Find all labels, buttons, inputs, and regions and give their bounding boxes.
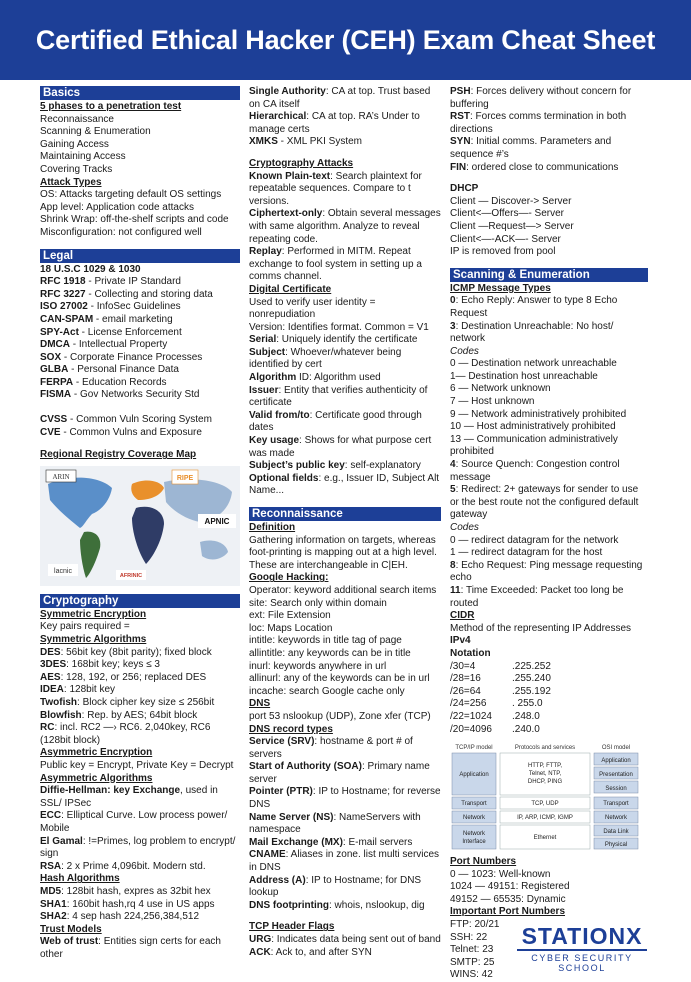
icmp-code-item: 9 — Network administratively prohibited bbox=[450, 409, 648, 422]
registry-map bbox=[40, 466, 240, 586]
attack-type-item: Misconfiguration: not configured well bbox=[40, 227, 240, 240]
port-range-item: 49152 — 65535: Dynamic bbox=[450, 894, 648, 907]
google-operator-item: allintitle: any keywords can be in title bbox=[249, 648, 441, 661]
tcp-flags-title: TCP Header Flags bbox=[249, 921, 441, 934]
notation-row: /30=4 .225.252 bbox=[450, 661, 648, 674]
cert-title: Digital Certificate bbox=[249, 284, 441, 297]
icmp-code-item: 1— Destination host unreachable bbox=[450, 371, 648, 384]
osi-transport: Transport bbox=[603, 801, 629, 807]
port-range-item: 1024 — 49151: Registered bbox=[450, 881, 648, 894]
symmetric-alg-list bbox=[40, 647, 240, 748]
attack-type-item: Shrink Wrap: off-the-shelf scripts and code bbox=[40, 214, 240, 227]
icmp-code-item: 13 — Communication administratively prohibited bbox=[450, 434, 648, 459]
definition-title: Definition bbox=[249, 522, 441, 535]
attack-type-item: App level: Application code attacks bbox=[40, 202, 240, 215]
icmp-type-4: 4: Source Quench: Congestion control message bbox=[450, 459, 648, 484]
phases-list bbox=[40, 114, 240, 177]
dhcp-step: Client —Request—> Server bbox=[450, 221, 648, 234]
legal-item: ISO 27002 - InfoSec Guidelines bbox=[40, 301, 240, 314]
icmp-type-5: 5: Redirect: 2+ gateways for sender to use or the best route not the configured default gateway bbox=[450, 484, 648, 522]
tcp-application: Application bbox=[459, 772, 488, 778]
icmp-type-11: 11: Time Exceeded: Packet too long be routed bbox=[450, 585, 648, 610]
codes-label-5: Codes bbox=[450, 522, 648, 535]
icmp-title: ICMP Message Types bbox=[450, 283, 648, 296]
icmp-code-item: 10 — Host administratively prohibited bbox=[450, 421, 648, 434]
phase-item: Maintaining Access bbox=[40, 151, 240, 164]
symmetric-alg-item: Blowfish: Rep. by AES; 64bit block bbox=[40, 710, 240, 723]
notation-row: /28=16 .255.240 bbox=[450, 673, 648, 686]
asymmetric-alg-list bbox=[40, 785, 240, 873]
icmp-type-0: 0: Echo Reply: Answer to type 8 Echo Request bbox=[450, 295, 648, 320]
legal-item: FERPA - Education Records bbox=[40, 377, 240, 390]
dns-record-title: DNS record types bbox=[249, 724, 441, 737]
notation-title: Notation bbox=[450, 648, 648, 661]
dns-record-item: DNS footprinting: whois, nslookup, dig bbox=[249, 900, 441, 913]
hash-item: SHA2: 4 sep hash 224,256,384,512 bbox=[40, 911, 240, 924]
cert-field-item: Subject’s public key: self-explanatory bbox=[249, 460, 441, 473]
vuln-item: CVE - Common Vulns and Exposure bbox=[40, 427, 240, 440]
dns-record-item: Pointer (PTR): IP to Hostname; for reverse DNS bbox=[249, 786, 441, 811]
port-range-item: 0 — 1023: Well-known bbox=[450, 869, 648, 882]
legal-item: RFC 3227 - Collecting and storing data bbox=[40, 289, 240, 302]
hash-item: MD5: 128bit hash, expres as 32bit hex bbox=[40, 886, 240, 899]
cert-field-item: Serial: Uniquely identify the certificate bbox=[249, 334, 441, 347]
dhcp-step: Client<—-ACK—- Server bbox=[450, 234, 648, 247]
osi-network: Network bbox=[605, 815, 628, 821]
tcp-netif-1: Network bbox=[463, 831, 486, 837]
hash-list bbox=[40, 886, 240, 924]
proto-ethernet: Ethernet bbox=[534, 835, 557, 841]
cert-intro: Used to verify user identity = nonrepudiation bbox=[249, 297, 441, 322]
column-2 bbox=[249, 86, 441, 959]
logo-tagline: CYBER SECURITY SCHOOL bbox=[517, 949, 647, 973]
codes-3-list bbox=[450, 358, 648, 459]
phase-item: Reconnaissance bbox=[40, 114, 240, 127]
section-basics: Basics bbox=[40, 86, 240, 100]
osi-data-link: Data Link bbox=[603, 829, 629, 835]
afrinic-label: AFRINIC bbox=[120, 573, 142, 579]
phases-title: 5 phases to a penetration test bbox=[40, 101, 240, 114]
dns-line: port 53 nslookup (UDP), Zone xfer (TCP) bbox=[249, 711, 441, 724]
tcp-flag-item: PSH: Forces delivery without concern for buffering bbox=[450, 86, 648, 111]
osi-session: Session bbox=[605, 786, 626, 792]
codes-label-3: Codes bbox=[450, 346, 648, 359]
hash-item: SHA1: 160bit hash,rq 4 use in US apps bbox=[40, 899, 240, 912]
important-port-item: SMTP: 25 bbox=[450, 957, 648, 970]
asymmetric-alg-item: RSA: 2 x Prime 4,096bit. Modern std. bbox=[40, 861, 240, 874]
icmp-code-item: 7 — Host unknown bbox=[450, 396, 648, 409]
asymmetric-title: Asymmetric Encryption bbox=[40, 747, 240, 760]
dns-title: DNS bbox=[249, 698, 441, 711]
dns-record-item: Mail Exchange (MX): E-mail servers bbox=[249, 837, 441, 850]
icmp-code-item: 1 — redirect datagram for the host bbox=[450, 547, 648, 560]
dhcp-step: Client<—Offers—- Server bbox=[450, 208, 648, 221]
authority-list bbox=[249, 86, 441, 149]
google-operator-item: allinurl: any of the keywords can be in url bbox=[249, 673, 441, 686]
legal-item: DMCA - Intellectual Property bbox=[40, 339, 240, 352]
vuln-item: CVSS - Common Vuln Scoring System bbox=[40, 414, 240, 427]
google-operator-item: incache: search Google cache only bbox=[249, 686, 441, 699]
tcp-flag-item: FIN: ordered close to communications bbox=[450, 162, 648, 175]
symmetric-title: Symmetric Encryption bbox=[40, 609, 240, 622]
cert-field-item: Optional fields: e.g., Issuer ID, Subject Alt Name... bbox=[249, 473, 441, 498]
authority-item: Hierarchical: CA at top. RA’s Under to manage certs bbox=[249, 111, 441, 136]
phase-item: Scanning & Enumeration bbox=[40, 126, 240, 139]
icmp-code-item: 6 — Network unknown bbox=[450, 383, 648, 396]
google-operator-item: ext: File Extension bbox=[249, 610, 441, 623]
tcp-flag-item: RST: Forces comms termination in both directions bbox=[450, 111, 648, 136]
dns-record-item: Service (SRV): hostname & port # of servers bbox=[249, 736, 441, 761]
tcp-network: Network bbox=[463, 815, 486, 821]
cert-field-item: Valid from/to: Certificate good through dates bbox=[249, 410, 441, 435]
notation-row: /20=4096 .240.0 bbox=[450, 724, 648, 737]
tcp-flag-item: URG: Indicates data being sent out of band bbox=[249, 934, 441, 947]
tcp-flag-item: SYN: Initial comms. Parameters and sequence #’s bbox=[450, 136, 648, 161]
attack-types-title: Attack Types bbox=[40, 177, 240, 190]
osi-h3: OSI model bbox=[602, 745, 630, 751]
legal-item: FISMA - Gov Networks Security Std bbox=[40, 389, 240, 402]
notation-row: /24=256 . 255.0 bbox=[450, 698, 648, 711]
google-operator-item: Operator: keyword additional search items bbox=[249, 585, 441, 598]
google-hacking-list bbox=[249, 585, 441, 698]
symmetric-alg-item: DES: 56bit key (8bit parity); fixed block bbox=[40, 647, 240, 660]
asymmetric-line: Public key = Encrypt, Private Key = Decrypt bbox=[40, 760, 240, 773]
crypto-attack-item: Replay: Performed in MITM. Repeat exchange to fool system in setting up a comms channel. bbox=[249, 246, 441, 284]
google-operator-item: site: Search only within domain bbox=[249, 598, 441, 611]
crypto-attack-item: Ciphertext-only: Obtain several messages with same algorithm. Analyze to reveal repeating code. bbox=[249, 208, 441, 246]
ripe-label: RIPE bbox=[177, 475, 194, 482]
cert-field-item: Algorithm ID: Algorithm used bbox=[249, 372, 441, 385]
section-scanning: Scanning & Enumeration bbox=[450, 268, 648, 282]
section-legal: Legal bbox=[40, 249, 240, 263]
tcp-flags-list bbox=[249, 934, 441, 959]
google-operator-item: intitle: keywords in title tag of page bbox=[249, 635, 441, 648]
legal-item: GLBA - Personal Finance Data bbox=[40, 364, 240, 377]
osi-physical: Physical bbox=[605, 842, 627, 848]
vuln-list bbox=[40, 414, 240, 439]
google-operator-item: inurl: keywords anywhere in url bbox=[249, 661, 441, 674]
icmp-code-item: 0 — redirect datagram for the network bbox=[450, 535, 648, 548]
notation-list bbox=[450, 661, 648, 737]
crypto-attack-item: Known Plain-text: Search plaintext for repeatable sequences. Compare to t versions. bbox=[249, 171, 441, 209]
osi-diagram bbox=[450, 742, 640, 852]
icmp-code-item: 0 — Destination network unreachable bbox=[450, 358, 648, 371]
lacnic-label: lacnic bbox=[54, 568, 72, 575]
cert-field-item: Subject: Whoever/whatever being identified by cert bbox=[249, 347, 441, 372]
phase-item: Gaining Access bbox=[40, 139, 240, 152]
trust-item: Web of trust: Entities sign certs for each other bbox=[40, 936, 240, 961]
important-port-item: WINS: 42 bbox=[450, 969, 648, 982]
cert-fields-list bbox=[249, 334, 441, 498]
dns-record-item: Name Server (NS): NameServers with namespace bbox=[249, 812, 441, 837]
authority-item: XMKS - XML PKI System bbox=[249, 136, 441, 149]
legal-list bbox=[40, 264, 240, 403]
symmetric-alg-item: IDEA: 128bit key bbox=[40, 684, 240, 697]
crypto-attacks-title: Cryptography Attacks bbox=[249, 158, 441, 171]
map-title: Regional Registry Coverage Map bbox=[40, 449, 240, 462]
authority-item: Single Authority: CA at top. Trust based on CA itself bbox=[249, 86, 441, 111]
symmetric-alg-item: AES: 128, 192, or 256; replaced DES bbox=[40, 672, 240, 685]
dns-record-list bbox=[249, 736, 441, 912]
legal-item: SOX - Corporate Finance Processes bbox=[40, 352, 240, 365]
osi-h2: Protocols and services bbox=[515, 745, 575, 751]
icmp-type-8: 8: Echo Request: Ping message requesting echo bbox=[450, 560, 648, 585]
attack-types-list bbox=[40, 189, 240, 239]
ports-list bbox=[450, 869, 648, 907]
proto-app-1: HTTP, FTTP, bbox=[528, 763, 562, 769]
column-1 bbox=[40, 86, 240, 961]
symmetric-alg-item: 3DES: 168bit key; keys ≤ 3 bbox=[40, 659, 240, 672]
symmetric-line: Key pairs required = bbox=[40, 621, 240, 634]
symmetric-alg-item: RC: incl. RC2 —› RC6. 2,040key, RC6 (128bit block) bbox=[40, 722, 240, 747]
page-header bbox=[0, 0, 691, 80]
arin-label: ARIN bbox=[52, 473, 69, 481]
google-operator-item: loc: Maps Location bbox=[249, 623, 441, 636]
tcp-flag-item: ACK: Ack to, and after SYN bbox=[249, 947, 441, 960]
tcp-transport: Transport bbox=[461, 801, 487, 807]
legal-item: SPY-Act - License Enforcement bbox=[40, 327, 240, 340]
symmetric-alg-title: Symmetric Algorithms bbox=[40, 634, 240, 647]
page-title: Certified Ethical Hacker (CEH) Exam Cheat Sheet bbox=[36, 25, 655, 56]
proto-transport: TCP, UDP bbox=[531, 801, 558, 807]
definition-text: Gathering information on targets, whereas foot-printing is mapping out at a high level. These are interchangeable in C|EH. bbox=[249, 535, 441, 573]
dns-record-item: Address (A): IP to Hostname; for DNS lookup bbox=[249, 875, 441, 900]
logo-brand: STATIONX bbox=[517, 923, 647, 949]
important-port-item: FTP: 20/21 bbox=[450, 919, 648, 932]
cidr-line: Method of the representing IP Addresses IPv4 bbox=[450, 623, 648, 648]
cert-field-item: Issuer: Entity that verifies authenticity of certificate bbox=[249, 385, 441, 410]
apnic-label: APNIC bbox=[205, 517, 230, 526]
dhcp-list bbox=[450, 196, 648, 259]
dhcp-step: IP is removed from pool bbox=[450, 246, 648, 259]
tcp-flags-more bbox=[450, 86, 648, 174]
phase-item: Covering Tracks bbox=[40, 164, 240, 177]
proto-app-2: Telnet, NTP, bbox=[529, 771, 562, 777]
asymmetric-alg-title: Asymmetric Algorithms bbox=[40, 773, 240, 786]
tcp-netif-2: Interface bbox=[462, 839, 486, 845]
dns-record-item: Start of Authority (SOA): Primary name server bbox=[249, 761, 441, 786]
notation-row: /22=1024 .248.0 bbox=[450, 711, 648, 724]
hash-title: Hash Algorithms bbox=[40, 873, 240, 886]
legal-item: CAN-SPAM - email marketing bbox=[40, 314, 240, 327]
important-port-item: SSH: 22 bbox=[450, 932, 648, 945]
section-cryptography: Cryptography bbox=[40, 594, 240, 608]
osi-presentation: Presentation bbox=[599, 772, 633, 778]
notation-row: /26=64 .255.192 bbox=[450, 686, 648, 699]
crypto-attacks-list bbox=[249, 171, 441, 284]
column-3 bbox=[450, 86, 648, 982]
icmp-type-3: 3: Destination Unreachable: No host/ network bbox=[450, 321, 648, 346]
osi-h1: TCP/IP model bbox=[455, 745, 492, 751]
osi-application: Application bbox=[601, 758, 630, 764]
dhcp-title: DHCP bbox=[450, 183, 648, 196]
cidr-title: CIDR bbox=[450, 610, 648, 623]
stationx-logo bbox=[517, 923, 647, 969]
asymmetric-alg-item: ECC: Elliptical Curve. Low process power/ Mobile bbox=[40, 810, 240, 835]
ports-title: Port Numbers bbox=[450, 856, 648, 869]
asymmetric-alg-item: Diffie-Hellman: key Exchange, used in SSL/ IPSec bbox=[40, 785, 240, 810]
google-hacking-title: Google Hacking: bbox=[249, 572, 441, 585]
important-ports-title: Important Port Numbers bbox=[450, 906, 648, 919]
codes-5-list bbox=[450, 535, 648, 560]
symmetric-alg-item: Twofish: Block cipher key size ≤ 256bit bbox=[40, 697, 240, 710]
proto-app-3: DHCP, PING bbox=[528, 779, 563, 785]
important-port-item: Telnet: 23 bbox=[450, 944, 648, 957]
legal-item: RFC 1918 - Private IP Standard bbox=[40, 276, 240, 289]
trust-title: Trust Models bbox=[40, 924, 240, 937]
cert-field-item: Key usage: Shows for what purpose cert was made bbox=[249, 435, 441, 460]
legal-item: 18 U.S.C 1029 & 1030 bbox=[40, 264, 240, 277]
attack-type-item: OS: Attacks targeting default OS settings bbox=[40, 189, 240, 202]
cert-version: Version: Identifies format. Common = V1 bbox=[249, 322, 441, 335]
dhcp-step: Client — Discover-> Server bbox=[450, 196, 648, 209]
asymmetric-alg-item: El Gamal: !=Primes, log problem to encrypt/ sign bbox=[40, 836, 240, 861]
dns-record-item: CNAME: Aliases in zone. list multi services in DNS bbox=[249, 849, 441, 874]
proto-network: IP, ARP, ICMP, IGMP bbox=[517, 815, 573, 821]
section-reconnaissance: Reconnaissance bbox=[249, 507, 441, 521]
